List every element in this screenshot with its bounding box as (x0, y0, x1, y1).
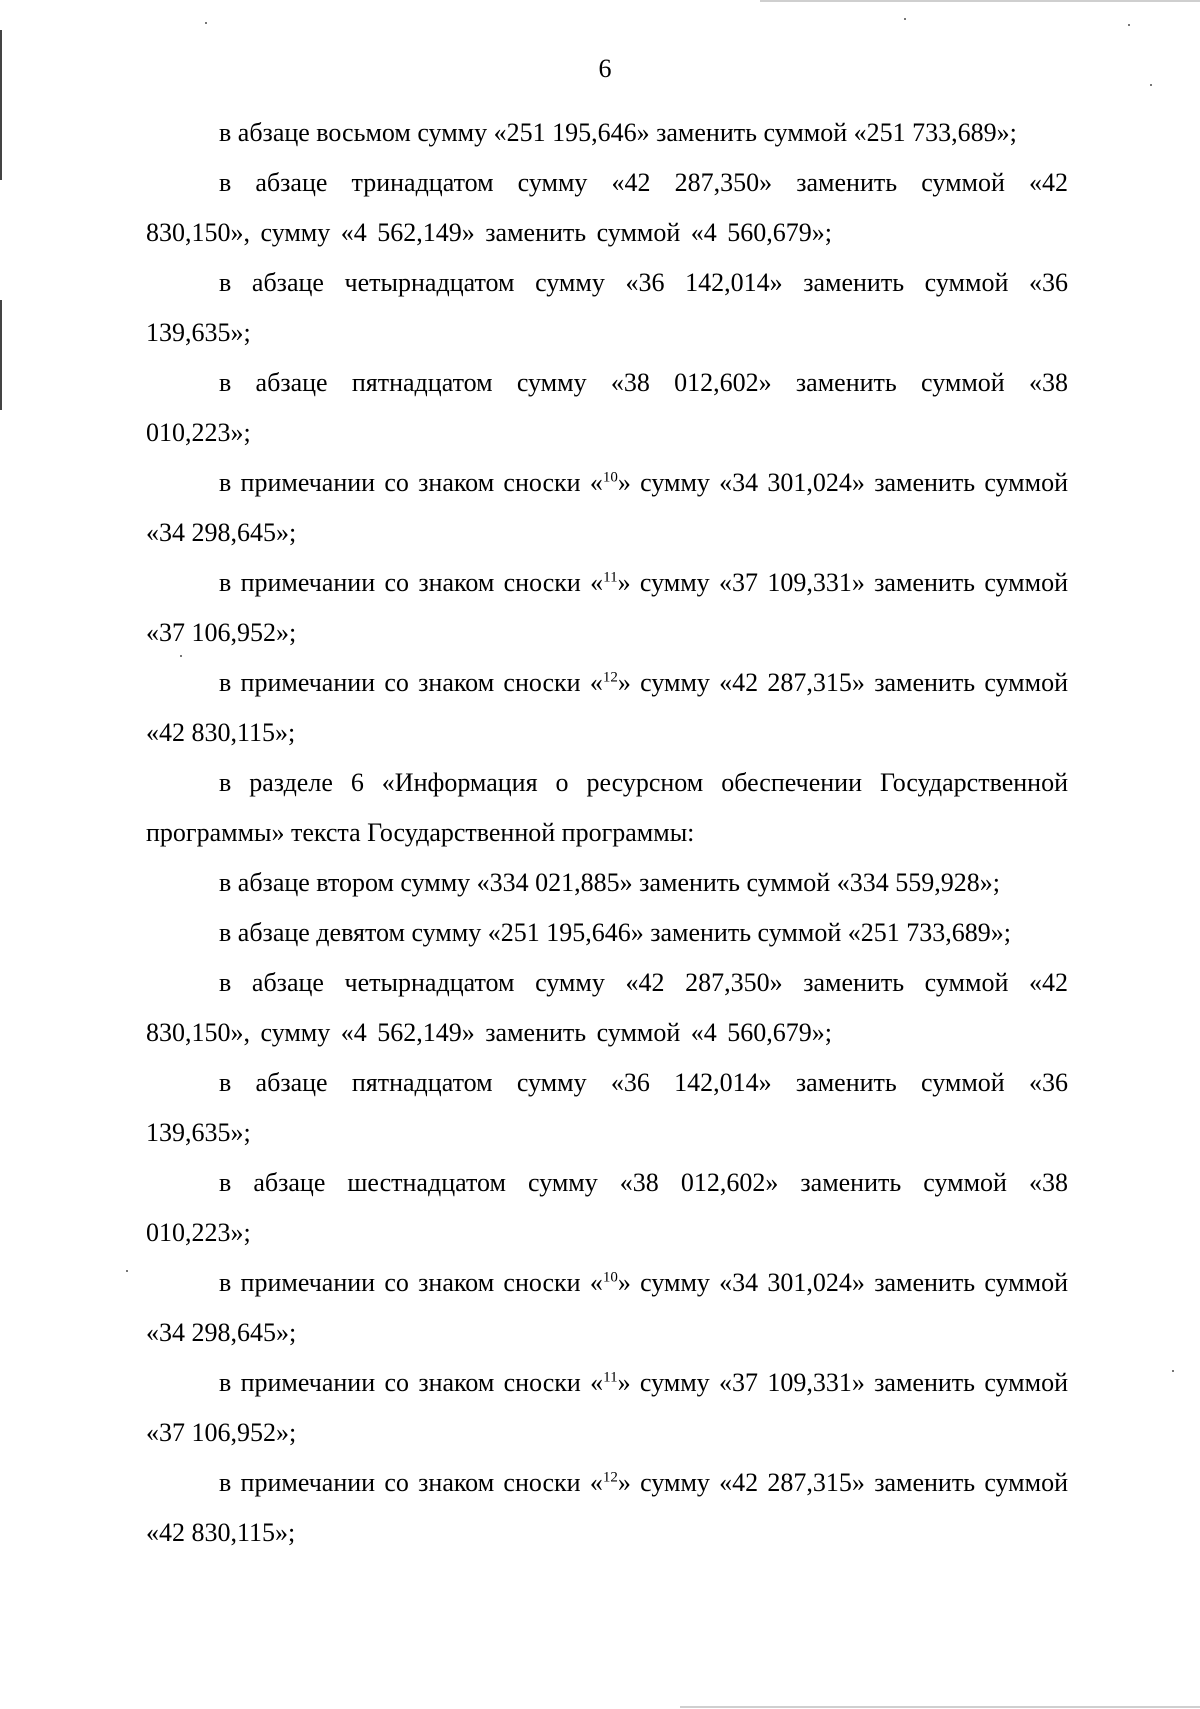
paragraph-section-6 (146, 758, 1068, 858)
scan-edge-top (760, 0, 1200, 2)
paragraph-amend-4 (146, 358, 1068, 458)
paragraph-text: в примечании со знаком сноски « (219, 468, 603, 497)
paragraph-text: в примечании со знаком сноски « (219, 668, 603, 697)
paragraph-amend-2 (146, 158, 1068, 258)
paragraph-amend-3 (146, 258, 1068, 358)
paragraph-text: в абзаце пятнадцатом сумму «38 012,602» заменить суммой «38 010,223»; (146, 368, 1068, 447)
scan-speck (1172, 1370, 1174, 1372)
paragraph-amend-8 (146, 1058, 1068, 1158)
page-number: 6 (598, 54, 612, 83)
paragraph-note-10-second (146, 1258, 1068, 1358)
paragraph-amend-6 (146, 908, 1068, 958)
paragraph-text: в абзаце втором сумму «334 021,885» заменить суммой «334 559,928»; (219, 868, 1000, 897)
paragraph-note-12-second (146, 1458, 1068, 1558)
paragraph-text: » сумму «42 287,315» заменить суммой «42 830,115»; (146, 668, 1068, 747)
paragraph-text: в абзаце девятом сумму «251 195,646» заменить суммой «251 733,689»; (219, 918, 1011, 947)
scan-edge-left-upper (0, 30, 2, 180)
paragraph-text: » сумму «37 109,331» заменить суммой «37 106,952»; (146, 568, 1068, 647)
paragraph-amend-5 (146, 858, 1068, 908)
paragraph-note-11-second (146, 1358, 1068, 1458)
footnote-mark: 12 (602, 669, 618, 686)
footnote-mark: 11 (603, 1369, 618, 1386)
footnote-mark: 10 (602, 469, 618, 486)
paragraph-text: » сумму «34 301,024» заменить суммой «34 298,645»; (146, 1268, 1068, 1347)
scan-speck (205, 22, 207, 24)
paragraph-note-11 (146, 558, 1068, 658)
scan-edge-bottom (680, 1706, 1200, 1708)
paragraph-text: » сумму «37 109,331» заменить суммой «37 106,952»; (146, 1368, 1068, 1447)
paragraph-text: в разделе 6 «Информация о ресурсном обеспечении Государственной программы» текста Государственной программы: (146, 768, 1068, 847)
paragraph-text: в абзаце тринадцатом сумму «42 287,350» заменить суммой «42 830,150», сумму «4 562,149» заменить суммой «4 560,679»; (146, 168, 1068, 247)
paragraph-text: в примечании со знаком сноски « (219, 1468, 603, 1497)
paragraph-text: в абзаце четырнадцатом сумму «36 142,014» заменить суммой «36 139,635»; (146, 268, 1068, 347)
paragraph-text: в абзаце шестнадцатом сумму «38 012,602» заменить суммой «38 010,223»; (146, 1168, 1068, 1247)
paragraph-text: в абзаце четырнадцатом сумму «42 287,350» заменить суммой «42 830,150», сумму «4 562,149» заменить суммой «4 560,679»; (146, 968, 1068, 1047)
paragraph-amend-9 (146, 1158, 1068, 1258)
paragraph-text: » сумму «42 287,315» заменить суммой «42 830,115»; (146, 1468, 1068, 1547)
paragraph-note-12 (146, 658, 1068, 758)
scan-speck (126, 1270, 128, 1272)
paragraph-text: в примечании со знаком сноски « (219, 1368, 604, 1397)
paragraph-amend-7 (146, 958, 1068, 1058)
scan-speck (904, 18, 906, 20)
paragraph-text: » сумму «34 301,024» заменить суммой «34 298,645»; (146, 468, 1068, 547)
paragraph-note-10 (146, 458, 1068, 558)
footnote-mark: 10 (602, 1269, 618, 1286)
footnote-mark: 11 (603, 569, 618, 586)
footnote-mark: 12 (602, 1469, 618, 1486)
paragraph-text: в абзаце восьмом сумму «251 195,646» заменить суммой «251 733,689»; (219, 118, 1017, 147)
document-body (146, 108, 1068, 1558)
paragraph-amend-1 (146, 108, 1068, 158)
paragraph-text: в абзаце пятнадцатом сумму «36 142,014» заменить суммой «36 139,635»; (146, 1068, 1068, 1147)
scan-speck (1150, 84, 1152, 86)
scan-speck (1128, 24, 1130, 26)
paragraph-text: в примечании со знаком сноски « (219, 1268, 603, 1297)
scan-edge-left-lower (0, 300, 2, 410)
paragraph-text: в примечании со знаком сноски « (219, 568, 604, 597)
